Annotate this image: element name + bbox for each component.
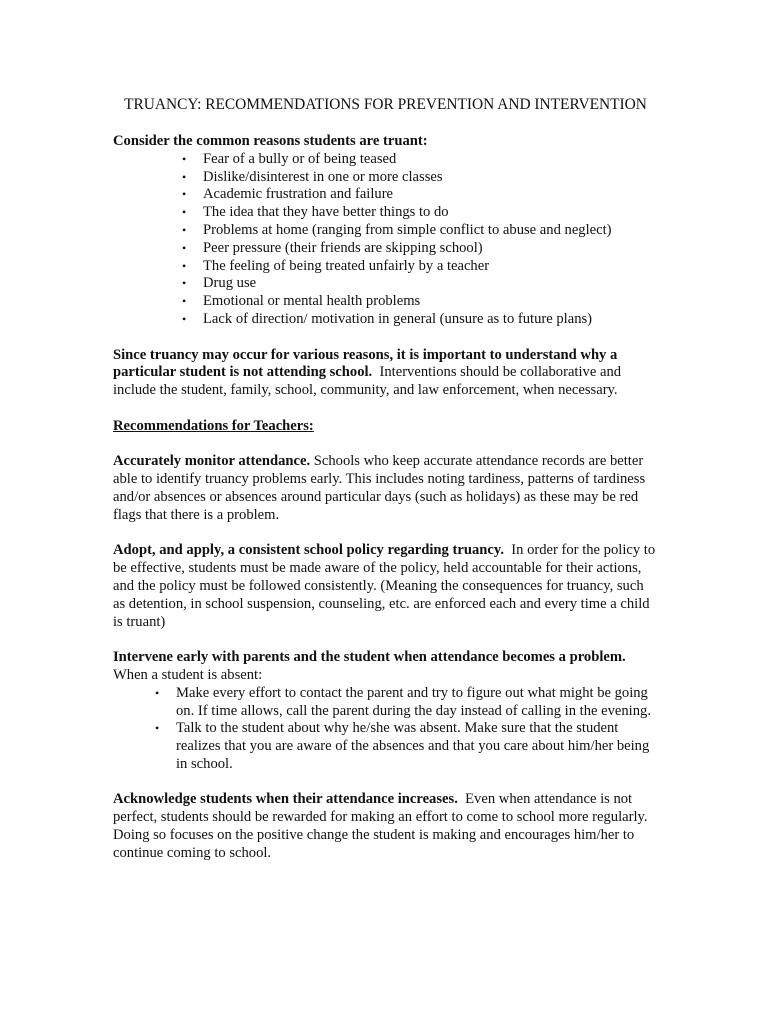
list-item: • Drug use — [203, 275, 658, 293]
list-item: • The feeling of being treated unfairly by a teacher — [203, 258, 658, 276]
understanding-text: Interventions should be collaborative and include the student, family, school, community, and law enforcement, when necessary. — [113, 364, 622, 399]
intervene-paragraph — [113, 649, 658, 685]
list-item: • Make every effort to contact the parent and try to figure out what might be going on. If time allows, call the parent during the day instead of calling in the evening. — [176, 685, 658, 721]
acknowledge-text: Even when attendance is not perfect, students should be rewarded for making an effort to come to school more regularly. Doing so focuses on the positive change the student is making and encourages him/her to continue coming to school. — [113, 791, 648, 861]
list-item: • Talk to the student about why he/she was absent. Make sure that the student realizes that you are aware of the absences and that you care about him/her being in school. — [176, 720, 658, 773]
monitor-paragraph — [113, 453, 658, 524]
teachers-heading: Recommendations for Teachers: — [113, 417, 314, 434]
reasons-heading: Consider the common reasons students are truant: — [113, 133, 428, 149]
list-item: • Problems at home (ranging from simple conflict to abuse and neglect) — [203, 222, 658, 240]
list-item: • Peer pressure (their friends are skipping school) — [203, 240, 658, 258]
list-item: • Dislike/disinterest in one or more classes — [203, 169, 658, 187]
document-page — [113, 94, 658, 863]
understanding-bold: Since truancy may occur for various reasons, it is important to understand why a particular student is not attending school. — [113, 346, 618, 381]
monitor-text: Schools who keep accurate attendance records are better able to identify truancy problems early. This includes noting tardiness, patterns of tardiness and/or absences or absences around particular days (such as holidays) as these may be red flags that there is a problem. — [113, 453, 646, 523]
list-item: • Academic frustration and failure — [203, 186, 658, 204]
list-item: • Emotional or mental health problems — [203, 293, 658, 311]
reasons-list — [113, 151, 658, 329]
list-item: • The idea that they have better things to do — [203, 204, 658, 222]
intervene-bold: Intervene early with parents and the student when attendance becomes a problem. — [113, 649, 626, 666]
policy-paragraph — [113, 542, 658, 631]
policy-bold: Adopt, and apply, a consistent school policy regarding truancy. — [113, 542, 504, 559]
acknowledge-bold: Acknowledge students when their attendance increases. — [113, 791, 458, 808]
list-item: • Lack of direction/ motivation in general (unsure as to future plans) — [203, 311, 658, 329]
actions-list — [113, 685, 658, 774]
intervene-text: When a student is absent: — [113, 666, 263, 683]
list-item: • Fear of a bully or of being teased — [203, 151, 658, 169]
document-title: TRUANCY: RECOMMENDATIONS FOR PREVENTION AND INTERVENTION — [124, 96, 647, 113]
acknowledge-paragraph — [113, 791, 658, 862]
understanding-paragraph — [113, 347, 658, 400]
monitor-bold: Accurately monitor attendance. — [113, 453, 311, 470]
policy-text: In order for the policy to be effective, students must be made aware of the policy, held accountable for their actions, and the policy must be followed consistently. (Meaning the consequences for truancy, such as detention, in school suspension, counseling, etc. are enforced each and every time a child is truant) — [113, 542, 656, 630]
